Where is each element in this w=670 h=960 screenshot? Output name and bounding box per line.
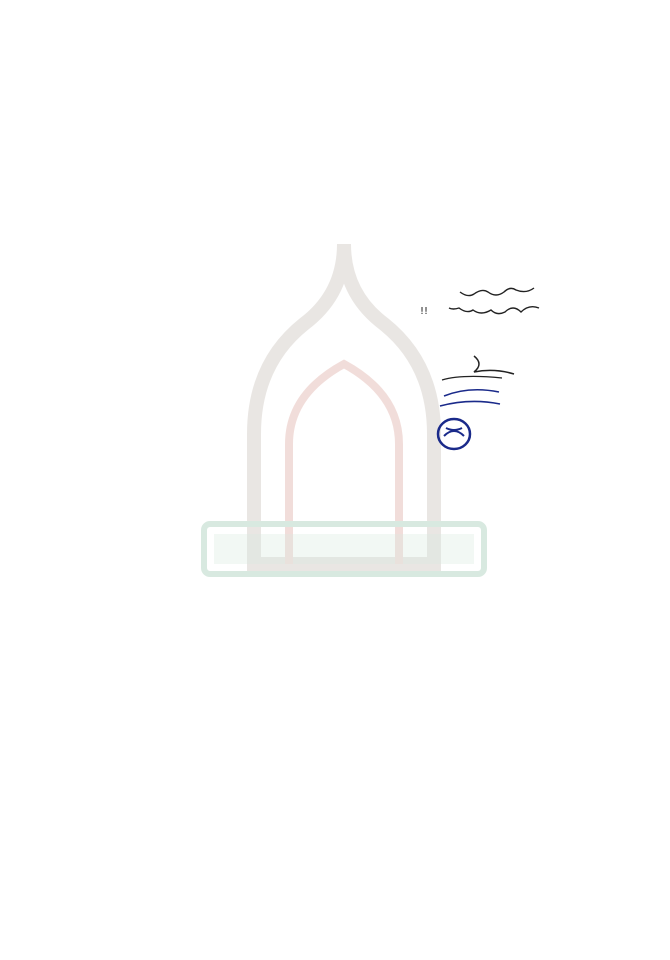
handwritten-note-scribble-icon — [414, 276, 544, 326]
svg-text:!!: !! — [420, 306, 429, 317]
decorative-border-right — [636, 34, 670, 926]
decorative-border-top — [0, 0, 670, 34]
decorative-border-left — [0, 34, 34, 926]
official-stamp-icon — [434, 352, 524, 462]
letter-paper — [34, 34, 636, 926]
decorative-border-bottom — [0, 926, 670, 960]
